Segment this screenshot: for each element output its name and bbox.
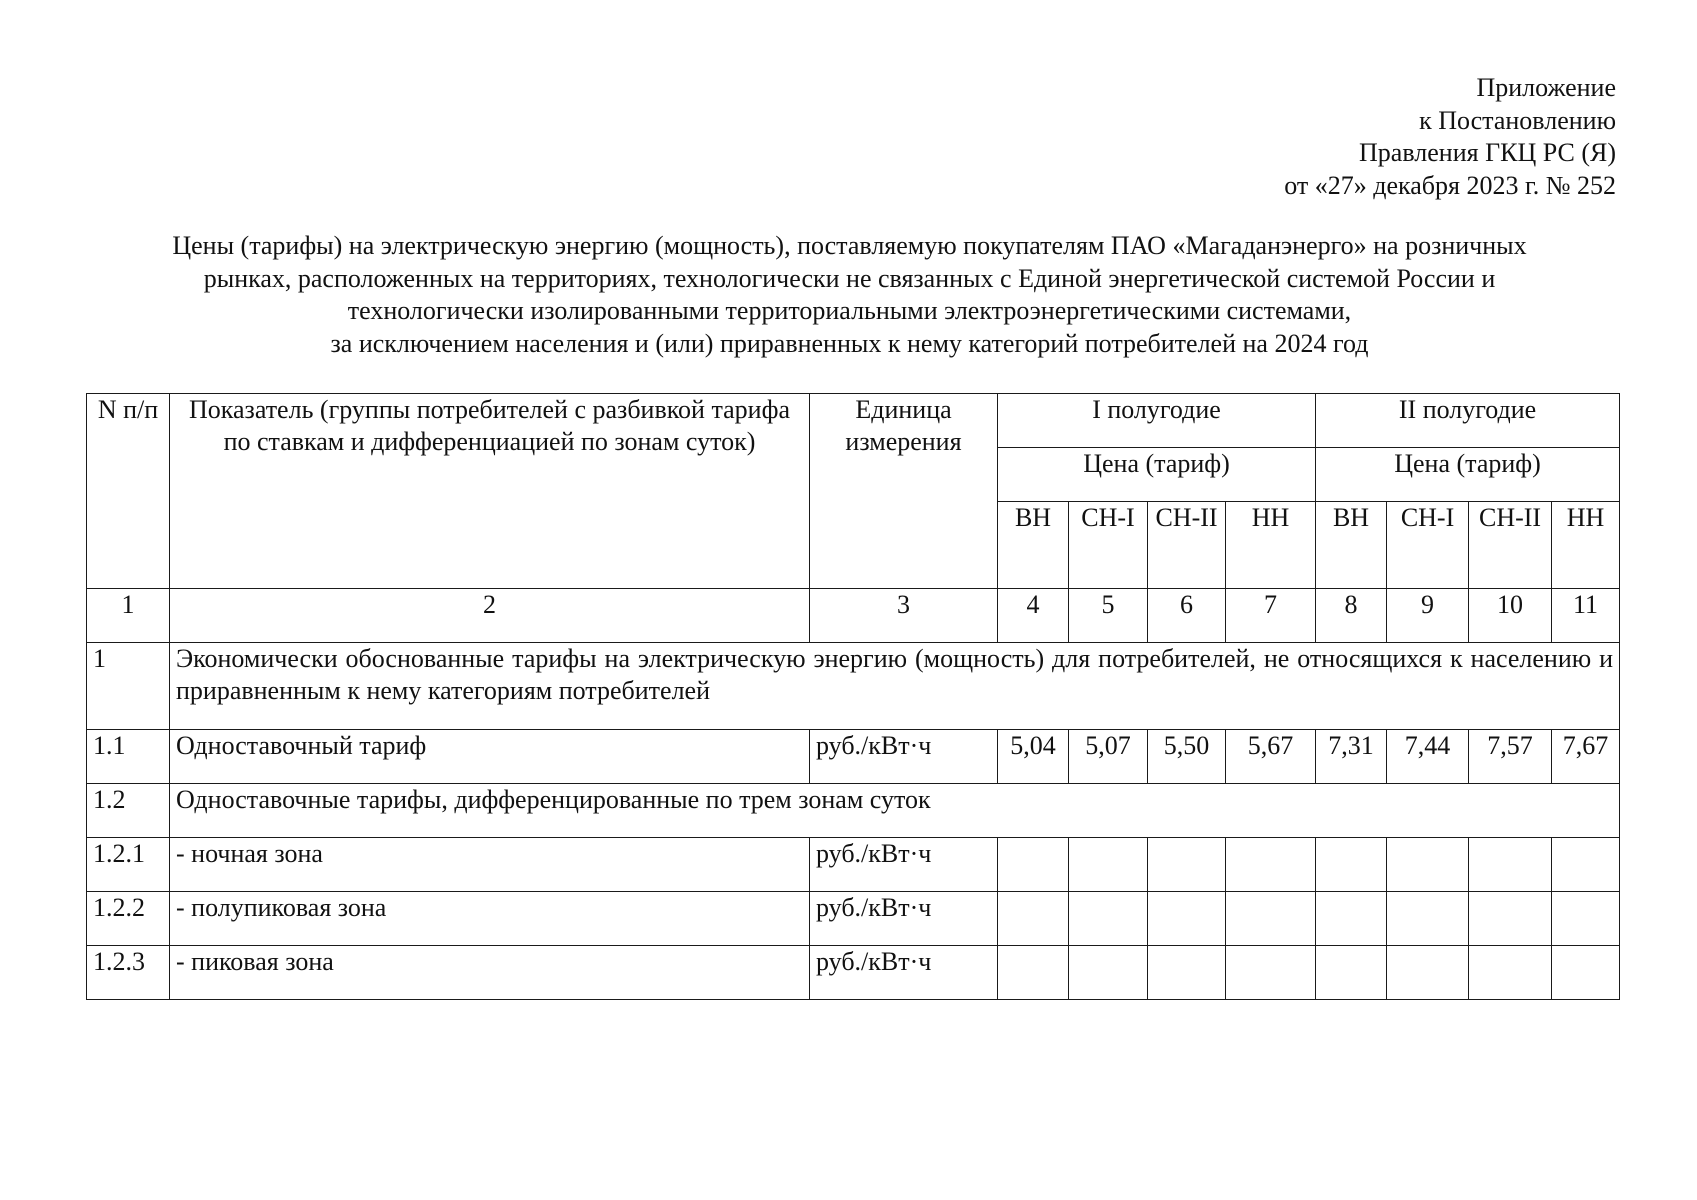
row-num: 1.2 [87, 784, 170, 838]
row-unit: руб./кВт·ч [810, 730, 998, 784]
tariff-value [1148, 892, 1226, 946]
header-row [87, 394, 1620, 448]
table-row [87, 838, 1620, 892]
section-row [87, 643, 1620, 730]
row-num: 1.2.1 [87, 838, 170, 892]
row-name: Одноставочные тарифы, дифференцированные по трем зонам суток [170, 784, 1620, 838]
tariff-value [1552, 838, 1620, 892]
column-number: 8 [1316, 589, 1387, 643]
tariff-value [1469, 892, 1552, 946]
column-number: 4 [998, 589, 1069, 643]
table-row [87, 784, 1620, 838]
column-number: 6 [1148, 589, 1226, 643]
column-number: 1 [87, 589, 170, 643]
section-text: Экономически обоснованные тарифы на электрическую энергию (мощность) для потребителей, не относящихся к населению и приравненным к нему категориям потребителей [170, 643, 1620, 730]
tariff-value: 7,57 [1469, 730, 1552, 784]
tariff-value [1552, 892, 1620, 946]
column-numbers-row [87, 589, 1620, 643]
tariff-value: 7,31 [1316, 730, 1387, 784]
tariff-value: 7,44 [1387, 730, 1469, 784]
row-num: 1 [87, 643, 170, 730]
tariff-value [1226, 838, 1316, 892]
row-name: - ночная зона [170, 838, 810, 892]
table-row [87, 892, 1620, 946]
appendix-line: от «27» декабря 2023 г. № 252 [1284, 170, 1616, 200]
title-line: Цены (тарифы) на электрическую энергию (мощность), поставляемую покупателям ПАО «Магаданэнерго» на розничных [172, 231, 1527, 260]
header-half-1: I полугодие [998, 394, 1316, 448]
header-half-2: II полугодие [1316, 394, 1620, 448]
column-number: 5 [1069, 589, 1148, 643]
row-num: 1.2.2 [87, 892, 170, 946]
column-number: 7 [1226, 589, 1316, 643]
column-number: 10 [1469, 589, 1552, 643]
tariff-value [1469, 838, 1552, 892]
tariff-value: 5,50 [1148, 730, 1226, 784]
tariff-value [1316, 838, 1387, 892]
table-row [87, 730, 1620, 784]
tariff-value [1069, 892, 1148, 946]
tariff-value [1069, 946, 1148, 1000]
title-line: рынках, расположенных на территориях, технологически не связанных с Единой энергетической системой России и [203, 263, 1496, 293]
header-level: СН-II [1469, 502, 1552, 589]
tariff-value [1552, 946, 1620, 1000]
header-level: СН-I [1387, 502, 1469, 589]
appendix-block [1284, 72, 1616, 202]
tariff-value [1387, 838, 1469, 892]
header-indicator: Показатель (группы потребителей с разбивкой тарифа по ставкам и дифференциацией по зонам суток) [170, 394, 810, 589]
column-number: 2 [170, 589, 810, 643]
appendix-line: к Постановлению [1419, 105, 1616, 135]
tariff-value [1387, 946, 1469, 1000]
document-title [86, 230, 1613, 360]
tariff-value: 7,67 [1552, 730, 1620, 784]
tariff-value: 5,07 [1069, 730, 1148, 784]
row-name: - пиковая зона [170, 946, 810, 1000]
tariff-value [1226, 892, 1316, 946]
row-unit: руб./кВт·ч [810, 946, 998, 1000]
tariff-value: 5,04 [998, 730, 1069, 784]
row-name: - полупиковая зона [170, 892, 810, 946]
tariff-value [1226, 946, 1316, 1000]
row-unit: руб./кВт·ч [810, 892, 998, 946]
tariff-value [1316, 892, 1387, 946]
tariff-value [998, 946, 1069, 1000]
column-number: 3 [810, 589, 998, 643]
appendix-line: Правления ГКЦ РС (Я) [1359, 138, 1616, 167]
appendix-line: Приложение [1476, 73, 1616, 102]
header-level: НН [1552, 502, 1620, 589]
header-num: N п/п [87, 394, 170, 589]
row-name: Одноставочный тариф [170, 730, 810, 784]
title-line: за исключением населения и (или) приравненных к нему категорий потребителей на 2024 год [330, 328, 1369, 358]
header-level: ВН [998, 502, 1069, 589]
header-level: НН [1226, 502, 1316, 589]
tariff-table [86, 393, 1620, 1000]
row-num: 1.2.3 [87, 946, 170, 1000]
column-number: 9 [1387, 589, 1469, 643]
tariff-value [1316, 946, 1387, 1000]
header-price-2: Цена (тариф) [1316, 448, 1620, 502]
header-unit: Единица измерения [810, 394, 998, 589]
header-level: СН-I [1069, 502, 1148, 589]
header-price-1: Цена (тариф) [998, 448, 1316, 502]
row-unit: руб./кВт·ч [810, 838, 998, 892]
column-number: 11 [1552, 589, 1620, 643]
title-line: технологически изолированными территориальными электроэнергетическими системами, [347, 296, 1352, 325]
header-level: ВН [1316, 502, 1387, 589]
tariff-value [1148, 946, 1226, 1000]
tariff-value [1148, 838, 1226, 892]
header-level: СН-II [1148, 502, 1226, 589]
tariff-value [998, 892, 1069, 946]
row-num: 1.1 [87, 730, 170, 784]
tariff-value [998, 838, 1069, 892]
tariff-value: 5,67 [1226, 730, 1316, 784]
tariff-value [1469, 946, 1552, 1000]
tariff-value [1387, 892, 1469, 946]
tariff-value [1069, 838, 1148, 892]
table-row [87, 946, 1620, 1000]
